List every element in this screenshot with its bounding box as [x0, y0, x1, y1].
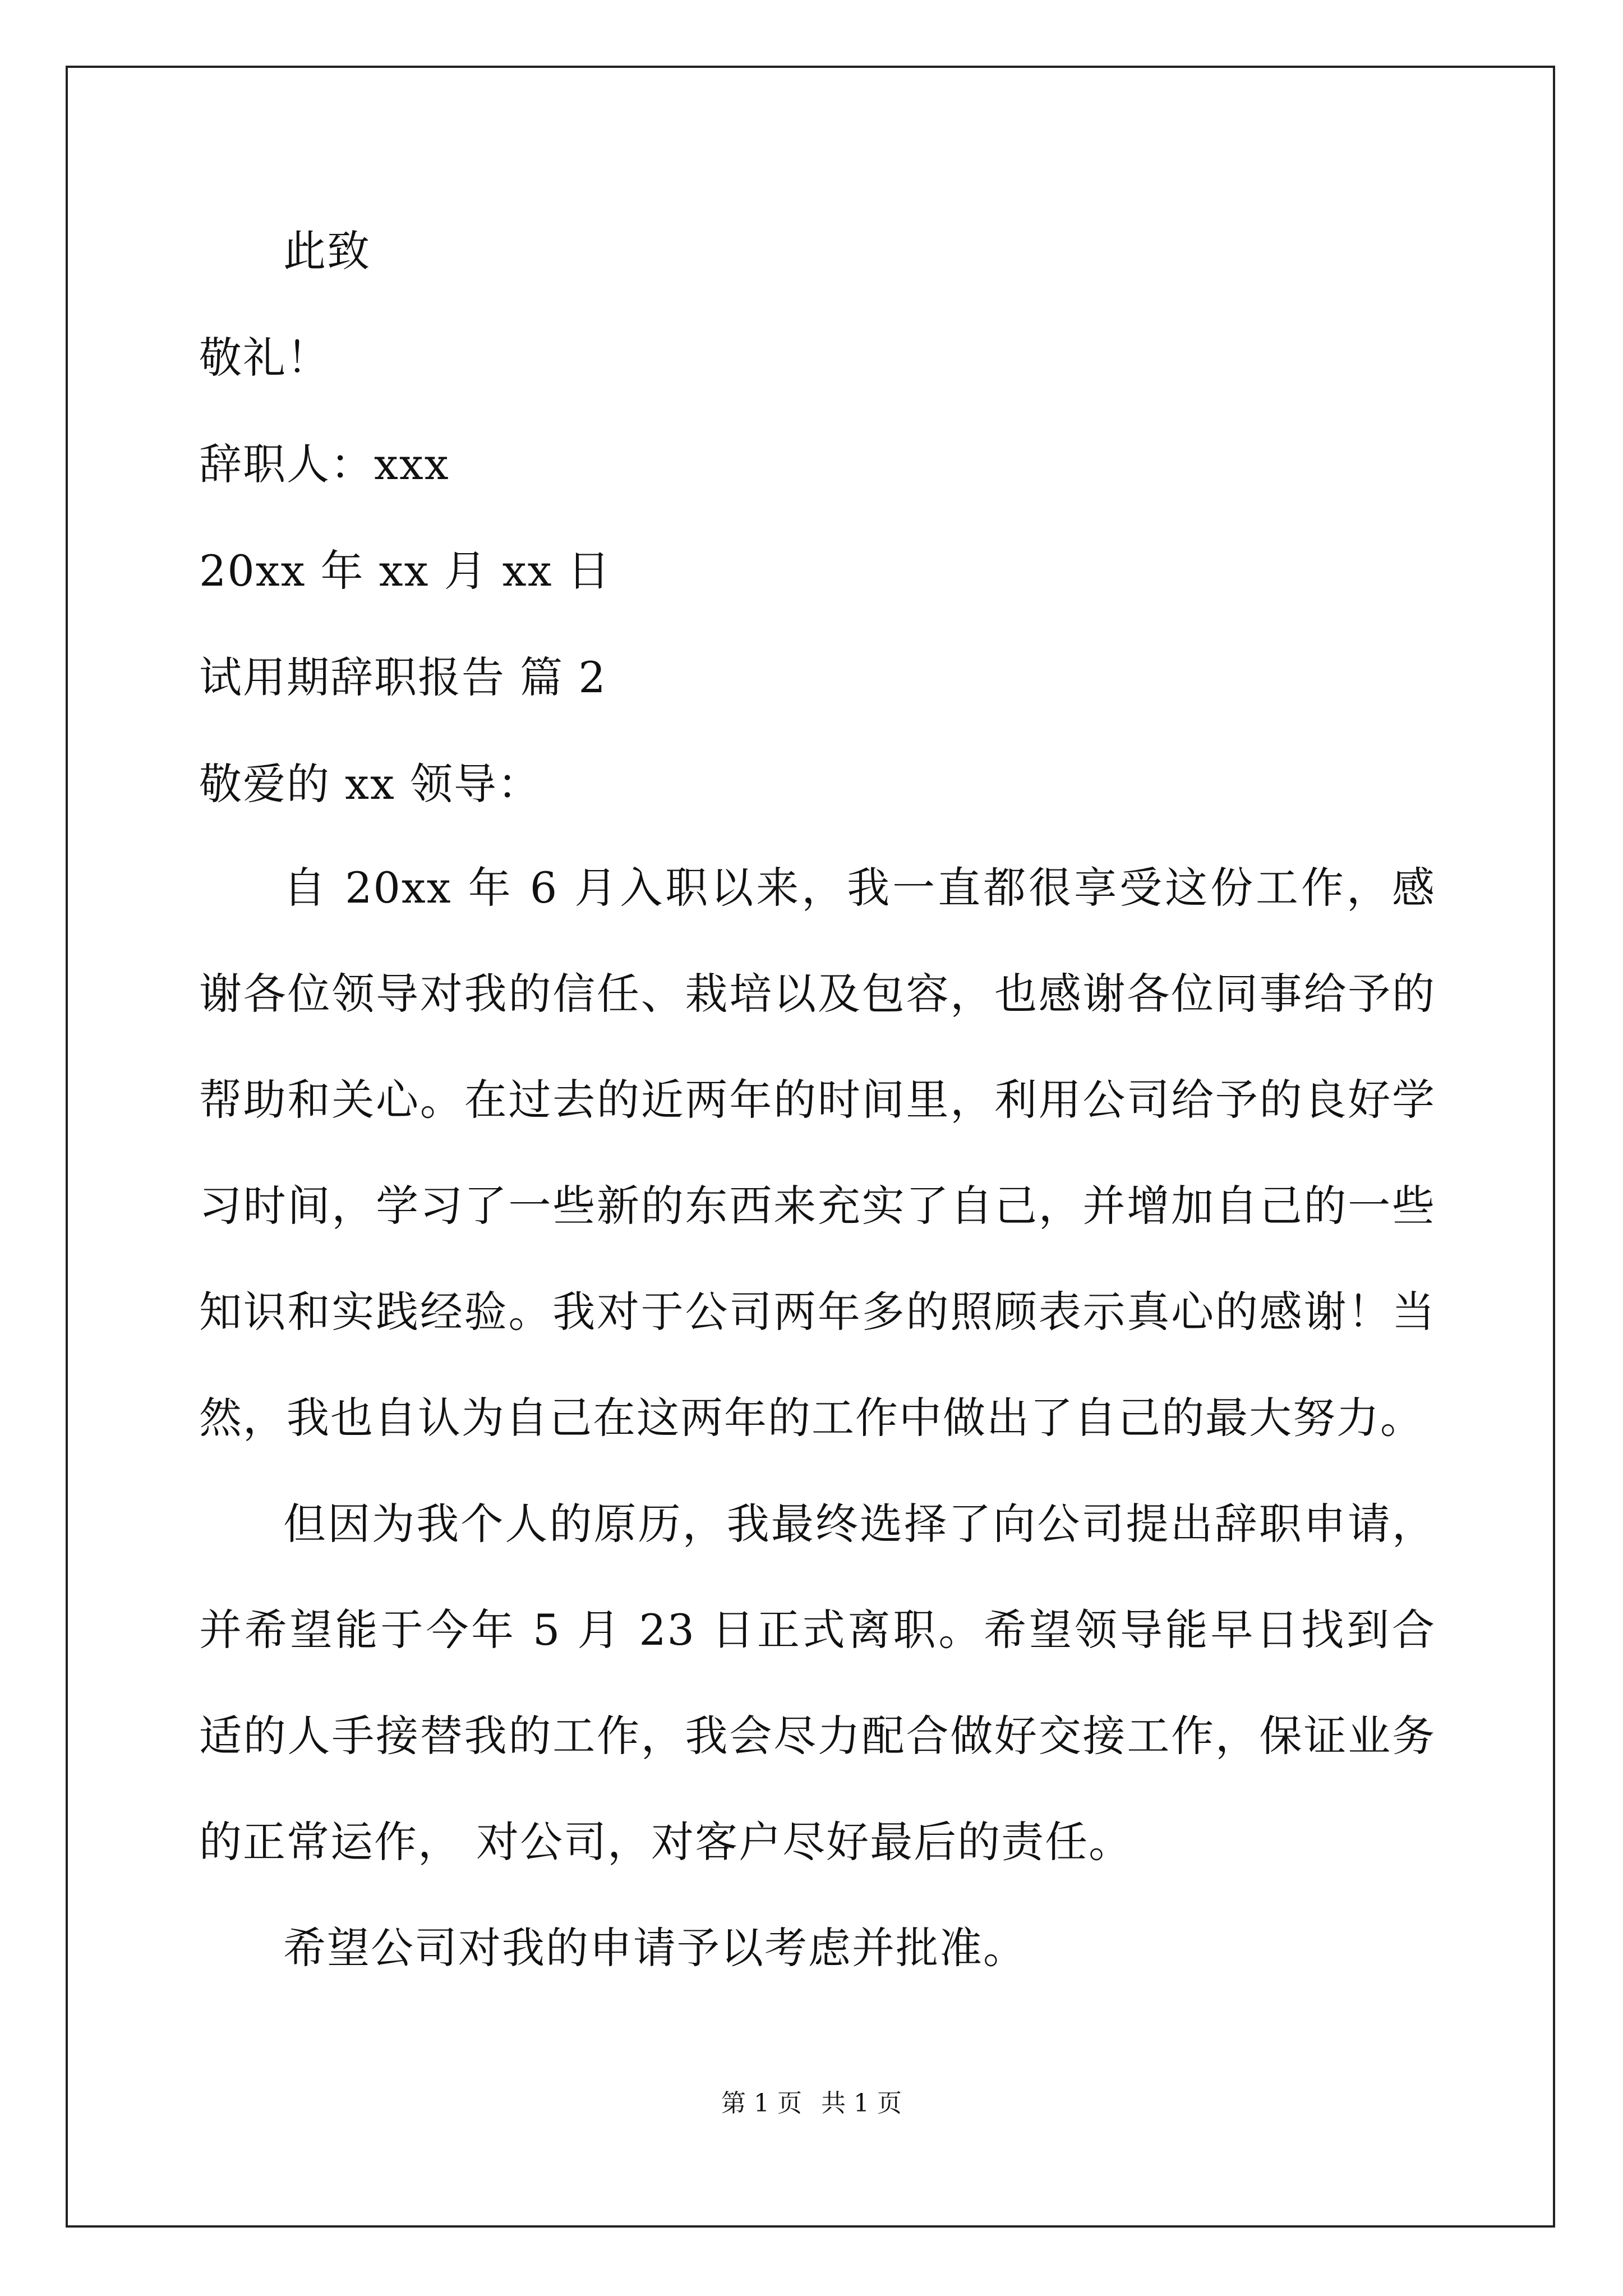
letter-greeting: 敬爱的 xx 领导： — [199, 759, 542, 809]
resigner-name: 辞职人：xxx — [199, 439, 450, 489]
page-number: 第 1 页 — [721, 2089, 802, 2118]
section-title: 试用期辞职报告 篇 2 — [199, 652, 607, 702]
page-total: 共 1 页 — [821, 2089, 902, 2118]
paragraph-1: 自 20xx 年 6 月入职以来，我一直都很享受这份工作，感谢各位领导对我的信任、栽培以及包容，也感谢各位同事给予的帮助和关心。在过去的近两年的时间里，利用公司给予的良好学习时间，学习了一些新的东西来充实了自己，并增加自己的一些知识和实践经验。我对于公司两年多的照顾表示真心的感谢！当然，我也自认为自己在这两年的工作中做出了自己的最大努力。 — [199, 863, 1436, 1443]
resignation-date: 20xx 年 xx 月 xx 日 — [199, 546, 611, 596]
paragraph-3: 希望公司对我的申请予以考虑并批准。 — [283, 1923, 1027, 1973]
closing-regards: 敬礼！ — [199, 333, 330, 383]
closing-salutation: 此致 — [283, 226, 371, 276]
page-footer — [0, 2087, 1623, 2120]
paragraph-2: 但因为我个人的原历，我最终选择了向公司提出辞职申请，并希望能于今年 5 月 23 日正式离职。希望领导能早日找到合适的人手接替我的工作，我会尽力配合做好交接工作，保证业务的正常运作， 对公司，对客户尽好最后的责任。 — [199, 1499, 1436, 1867]
